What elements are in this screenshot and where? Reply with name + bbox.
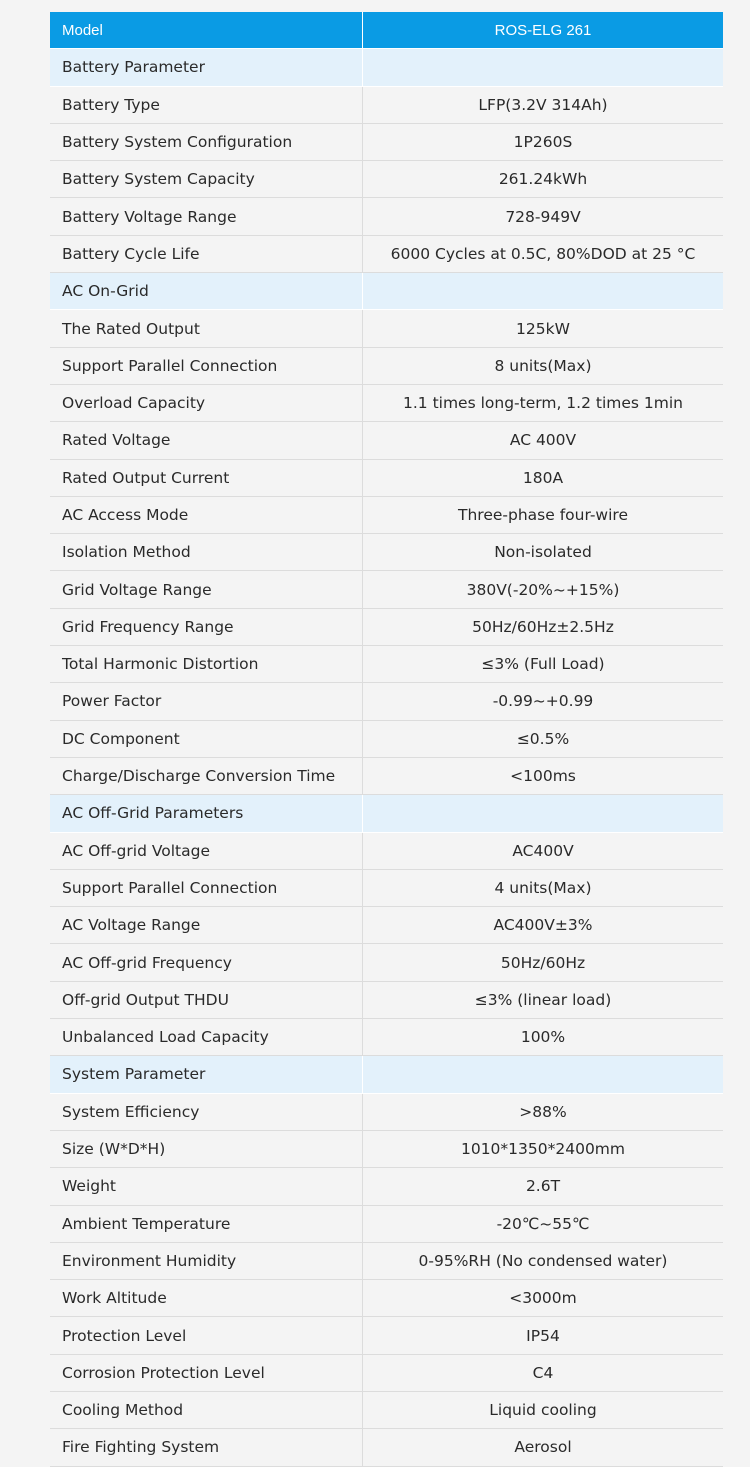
spec-value: AC400V: [363, 832, 724, 869]
spec-value: <100ms: [363, 757, 724, 794]
table-row: [50, 310, 723, 347]
table-row: [50, 534, 723, 571]
spec-value: IP54: [363, 1317, 724, 1354]
section-value-empty: [363, 49, 724, 86]
table-row: [50, 1317, 723, 1354]
spec-value: <3000m: [363, 1280, 724, 1317]
spec-value: 50Hz/60Hz±2.5Hz: [363, 608, 724, 645]
spec-label: Cooling Method: [50, 1391, 363, 1428]
table-row: [50, 683, 723, 720]
table-row: [50, 384, 723, 421]
spec-label: Total Harmonic Distortion: [50, 646, 363, 683]
table-row: [50, 459, 723, 496]
spec-label: Overload Capacity: [50, 384, 363, 421]
table-row: [50, 571, 723, 608]
section-value-empty: [363, 273, 724, 310]
table-row: [50, 1130, 723, 1167]
table-row: [50, 608, 723, 645]
section-title: Battery Parameter: [50, 49, 363, 86]
table-row: [50, 123, 723, 160]
spec-label: Grid Frequency Range: [50, 608, 363, 645]
table-row: [50, 1280, 723, 1317]
spec-value: 728-949V: [363, 198, 724, 235]
spec-label: AC Off-grid Voltage: [50, 832, 363, 869]
spec-value: 1P260S: [363, 123, 724, 160]
table-row: [50, 198, 723, 235]
spec-label: Protection Level: [50, 1317, 363, 1354]
spec-value: ≤3% (Full Load): [363, 646, 724, 683]
spec-value: 8 units(Max): [363, 347, 724, 384]
table-row: [50, 1354, 723, 1391]
section-header-row: [50, 1056, 723, 1093]
table-row: [50, 1242, 723, 1279]
table-row: [50, 1429, 723, 1466]
spec-table-body: [50, 12, 723, 1466]
section-header-row: [50, 49, 723, 86]
header-label: Model: [50, 12, 363, 49]
spec-value: 1.1 times long-term, 1.2 times 1min: [363, 384, 724, 421]
spec-label: The Rated Output: [50, 310, 363, 347]
header-model-value: ROS-ELG 261: [363, 12, 724, 49]
spec-label: Ambient Temperature: [50, 1205, 363, 1242]
section-value-empty: [363, 795, 724, 832]
spec-label: Isolation Method: [50, 534, 363, 571]
spec-value: Non-isolated: [363, 534, 724, 571]
table-row: [50, 944, 723, 981]
spec-label: Size (W*D*H): [50, 1130, 363, 1167]
spec-table: [50, 12, 723, 1467]
spec-value: 6000 Cycles at 0.5C, 80%DOD at 25 °C: [363, 235, 724, 272]
spec-label: Battery System Configuration: [50, 123, 363, 160]
spec-label: Grid Voltage Range: [50, 571, 363, 608]
spec-label: Unbalanced Load Capacity: [50, 1019, 363, 1056]
table-row: [50, 907, 723, 944]
table-header-row: [50, 12, 723, 49]
spec-label: DC Component: [50, 720, 363, 757]
table-row: [50, 422, 723, 459]
spec-label: AC Off-grid Frequency: [50, 944, 363, 981]
spec-label: Off-grid Output THDU: [50, 981, 363, 1018]
table-row: [50, 720, 723, 757]
table-row: [50, 1205, 723, 1242]
spec-label: AC Voltage Range: [50, 907, 363, 944]
spec-value: Three-phase four-wire: [363, 496, 724, 533]
spec-value: -0.99~+0.99: [363, 683, 724, 720]
spec-value: ≤0.5%: [363, 720, 724, 757]
spec-label: Environment Humidity: [50, 1242, 363, 1279]
spec-value: C4: [363, 1354, 724, 1391]
spec-value: LFP(3.2V 314Ah): [363, 86, 724, 123]
spec-value: -20℃~55℃: [363, 1205, 724, 1242]
table-row: [50, 496, 723, 533]
spec-value: 0-95%RH (No condensed water): [363, 1242, 724, 1279]
spec-label: Fire Fighting System: [50, 1429, 363, 1466]
spec-value: 50Hz/60Hz: [363, 944, 724, 981]
table-row: [50, 347, 723, 384]
spec-label: System Efficiency: [50, 1093, 363, 1130]
table-row: [50, 832, 723, 869]
table-row: [50, 646, 723, 683]
spec-label: Corrosion Protection Level: [50, 1354, 363, 1391]
section-header-row: [50, 273, 723, 310]
spec-label: Power Factor: [50, 683, 363, 720]
spec-value: 180A: [363, 459, 724, 496]
spec-label: AC Access Mode: [50, 496, 363, 533]
spec-label: Support Parallel Connection: [50, 869, 363, 906]
table-row: [50, 161, 723, 198]
spec-label: Battery Type: [50, 86, 363, 123]
spec-label: Battery System Capacity: [50, 161, 363, 198]
spec-label: Work Altitude: [50, 1280, 363, 1317]
spec-value: Aerosol: [363, 1429, 724, 1466]
spec-value: AC400V±3%: [363, 907, 724, 944]
table-row: [50, 869, 723, 906]
spec-label: Battery Cycle Life: [50, 235, 363, 272]
section-value-empty: [363, 1056, 724, 1093]
spec-label: Rated Voltage: [50, 422, 363, 459]
table-row: [50, 1391, 723, 1428]
spec-value: 1010*1350*2400mm: [363, 1130, 724, 1167]
spec-value: 125kW: [363, 310, 724, 347]
spec-value: 380V(-20%~+15%): [363, 571, 724, 608]
spec-value: AC 400V: [363, 422, 724, 459]
table-row: [50, 981, 723, 1018]
table-row: [50, 757, 723, 794]
table-row: [50, 1168, 723, 1205]
spec-value: 2.6T: [363, 1168, 724, 1205]
spec-label: Rated Output Current: [50, 459, 363, 496]
section-header-row: [50, 795, 723, 832]
table-row: [50, 86, 723, 123]
spec-value: 261.24kWh: [363, 161, 724, 198]
spec-label: Charge/Discharge Conversion Time: [50, 757, 363, 794]
spec-value: Liquid cooling: [363, 1391, 724, 1428]
spec-label: Weight: [50, 1168, 363, 1205]
spec-value: ≤3% (linear load): [363, 981, 724, 1018]
table-row: [50, 1019, 723, 1056]
spec-label: Support Parallel Connection: [50, 347, 363, 384]
spec-value: 4 units(Max): [363, 869, 724, 906]
section-title: AC On-Grid: [50, 273, 363, 310]
spec-value: >88%: [363, 1093, 724, 1130]
section-title: AC Off-Grid Parameters: [50, 795, 363, 832]
table-row: [50, 1093, 723, 1130]
table-row: [50, 235, 723, 272]
spec-label: Battery Voltage Range: [50, 198, 363, 235]
section-title: System Parameter: [50, 1056, 363, 1093]
spec-value: 100%: [363, 1019, 724, 1056]
